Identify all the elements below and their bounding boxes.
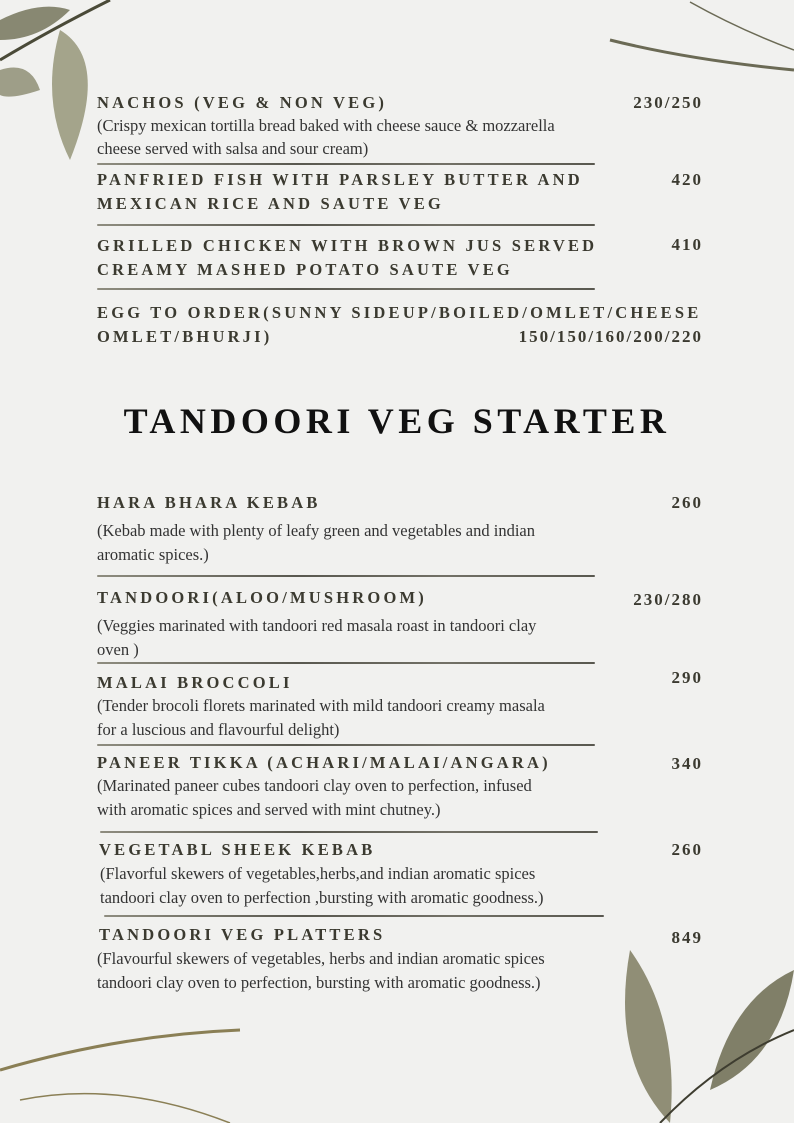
menu-item-description: aromatic spices.) — [97, 545, 209, 564]
menu-item-name: CREAMY MASHED POTATO SAUTE VEG — [97, 260, 513, 279]
menu-item-price: 340 — [671, 754, 703, 773]
menu-item-description: (Tender brocoli florets marinated with mild tandoori creamy masala — [97, 696, 545, 715]
menu-item-name: PANEER TIKKA (ACHARI/MALAI/ANGARA) — [97, 753, 551, 772]
menu-item-description: tandoori clay oven to perfection ,bursting with aromatic goodness.) — [100, 888, 544, 907]
menu-item-description: (Flavourful skewers of vegetables, herbs and indian aromatic spices — [97, 949, 545, 968]
divider — [100, 831, 598, 833]
menu-item-price: 150/150/160/200/220 — [518, 327, 703, 346]
menu-item-price: 260 — [671, 493, 703, 512]
menu-item-description: (Flavorful skewers of vegetables,herbs,and indian aromatic spices — [100, 864, 536, 883]
menu-item-price: 290 — [671, 668, 703, 687]
menu-item-name: PANFRIED FISH WITH PARSLEY BUTTER AND — [97, 170, 583, 189]
divider — [97, 744, 595, 746]
menu-item-name: GRILLED CHICKEN WITH BROWN JUS SERVED — [97, 236, 598, 255]
divider — [97, 224, 595, 226]
menu-item-description: tandoori clay oven to perfection, bursting with aromatic goodness.) — [97, 973, 541, 992]
leaf-decoration-bottom-right-icon — [600, 940, 794, 1123]
brush-stroke-top-right-icon — [600, 0, 794, 80]
menu-item-price: 849 — [671, 928, 703, 947]
menu-item-description: cheese served with salsa and sour cream) — [97, 139, 369, 158]
divider — [97, 575, 595, 577]
menu-item-description: with aromatic spices and served with mint chutney.) — [97, 800, 441, 819]
menu-item-name: HARA BHARA KEBAB — [97, 493, 321, 512]
menu-item-name: VEGETABL SHEEK KEBAB — [99, 840, 376, 859]
menu-item-price: 230/280 — [633, 590, 703, 609]
menu-item-price: 260 — [671, 840, 703, 859]
divider — [97, 288, 595, 290]
menu-item-price: 230/250 — [633, 93, 703, 112]
menu-item-description: oven ) — [97, 640, 139, 659]
menu-item-name: NACHOS (VEG & NON VEG) — [97, 93, 388, 112]
menu-item-name: TANDOORI(ALOO/MUSHROOM) — [97, 588, 427, 607]
menu-item-name: EGG TO ORDER(SUNNY SIDEUP/BOILED/OMLET/CHEESE — [97, 303, 702, 322]
menu-item-name: MALAI BROCCOLI — [97, 673, 293, 692]
menu-item-description: (Crispy mexican tortilla bread baked with cheese sauce & mozzarella — [97, 116, 555, 135]
menu-item-name: TANDOORI VEG PLATTERS — [99, 925, 386, 944]
section-title: TANDOORI VEG STARTER — [123, 401, 671, 441]
menu-item-name: OMLET/BHURJI) — [97, 327, 273, 346]
divider — [97, 163, 595, 165]
menu-item-price: 420 — [671, 170, 703, 189]
menu-item-price: 410 — [671, 235, 703, 254]
divider — [104, 915, 604, 917]
menu-item-name: MEXICAN RICE AND SAUTE VEG — [97, 194, 444, 213]
menu-item-description: for a luscious and flavourful delight) — [97, 720, 340, 739]
divider — [97, 662, 595, 664]
menu-item-description: (Kebab made with plenty of leafy green and vegetables and indian — [97, 521, 535, 540]
menu-item-description: (Veggies marinated with tandoori red masala roast in tandoori clay — [97, 616, 537, 635]
menu-item-description: (Marinated paneer cubes tandoori clay oven to perfection, infused — [97, 776, 532, 795]
brush-stroke-bottom-left-icon — [0, 1020, 250, 1123]
